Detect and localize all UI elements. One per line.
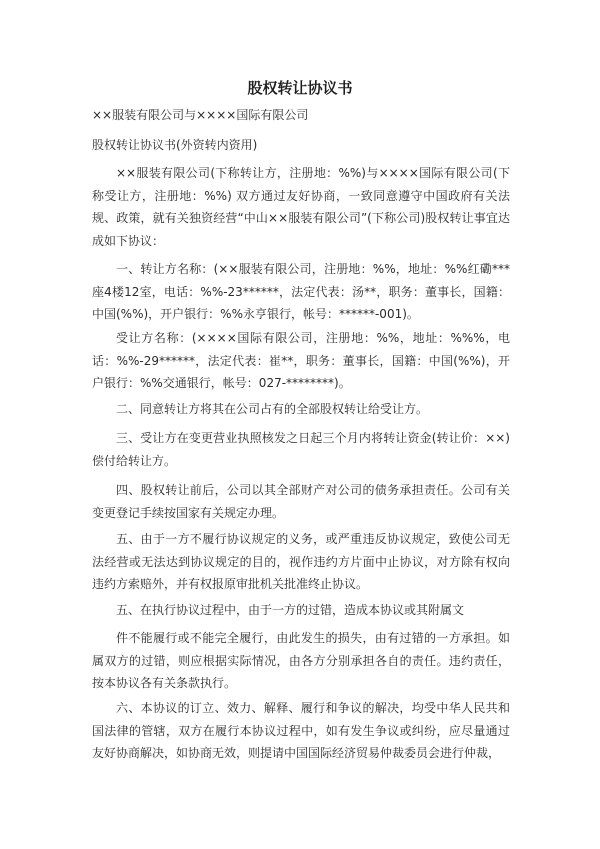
preamble-paragraph: ××服装有限公司(下称转让方，注册地：%%)与××××国际有限公司(下称受让方，注册地：%%) 双方通过友好协商，一致同意遵守中国政府有关法规、政策，就有关独资经营“中山××服装有限公司”(下称公司)股权转让事宜达成如下协议： — [92, 166, 510, 248]
agreement-subtitle: 股权转让协议书(外资转内资用) — [92, 138, 258, 152]
clause-6: 六、本协议的订立、效力、解释、履行和争议的解决，均受中华人民共和国法律的管辖，双方在履行本协议过程中，如有发生争议或纠纷，应尽量通过友好协商解决，如协商无效，则提请中国国际经济贸易仲裁委员会进行仲裁， — [92, 701, 510, 760]
document-title: 股权转让协议书 — [247, 79, 353, 97]
clause-5b-start: 五、在执行协议过程中，由于一方的过错，造成本协议或其附属文 — [116, 603, 465, 617]
clause-2: 二、同意转让方将其在公司占有的全部股权转让给受让方。 — [116, 402, 429, 416]
clause-1-transferor: 一、转让方名称：(××服装有限公司，注册地：%%，地址：%%红磡***座4楼12室，电话：%%-23******，法定代表：汤**，职务：董事长，国籍：中国(%%)，开户银行：%%永亨银行，帐号：******-001)。 — [92, 262, 510, 321]
clause-5a: 五、由于一方不履行协议规定的义务，或严重违反协议规定，致使公司无法经营或无法达到协议规定的目的，视作违约方片面中止协议，对方除有权向违约方索赔外，并有权报原审批机关批准终止协议。 — [92, 532, 510, 591]
clause-3: 三、受让方在变更营业执照核发之日起三个月内将转让资金(转让价：××)偿付给转让方。 — [92, 431, 510, 468]
clause-4: 四、股权转让前后，公司以其全部财产对公司的债务承担责任。公司有关变更登记手续按国家有关规定办理。 — [92, 483, 510, 520]
clause-1-transferee: 受让方名称：(××××国际有限公司，注册地：%%，地址：%%%，电话：%%-29******，法定代表：崔**，职务：董事长，国籍：中国(%%)，开户银行：%%交通银行，帐号：027-********)。 — [92, 331, 510, 390]
clause-5b-continued: 件不能履行或不能完全履行，由此发生的损失，由有过错的一方承担。如属双方的过错，则应根据实际情况，由各方分别承担各自的责任。违约责任，按本协议各有关条款执行。 — [92, 631, 510, 690]
parties-line: ××服装有限公司与××××国际有限公司 — [92, 108, 309, 122]
